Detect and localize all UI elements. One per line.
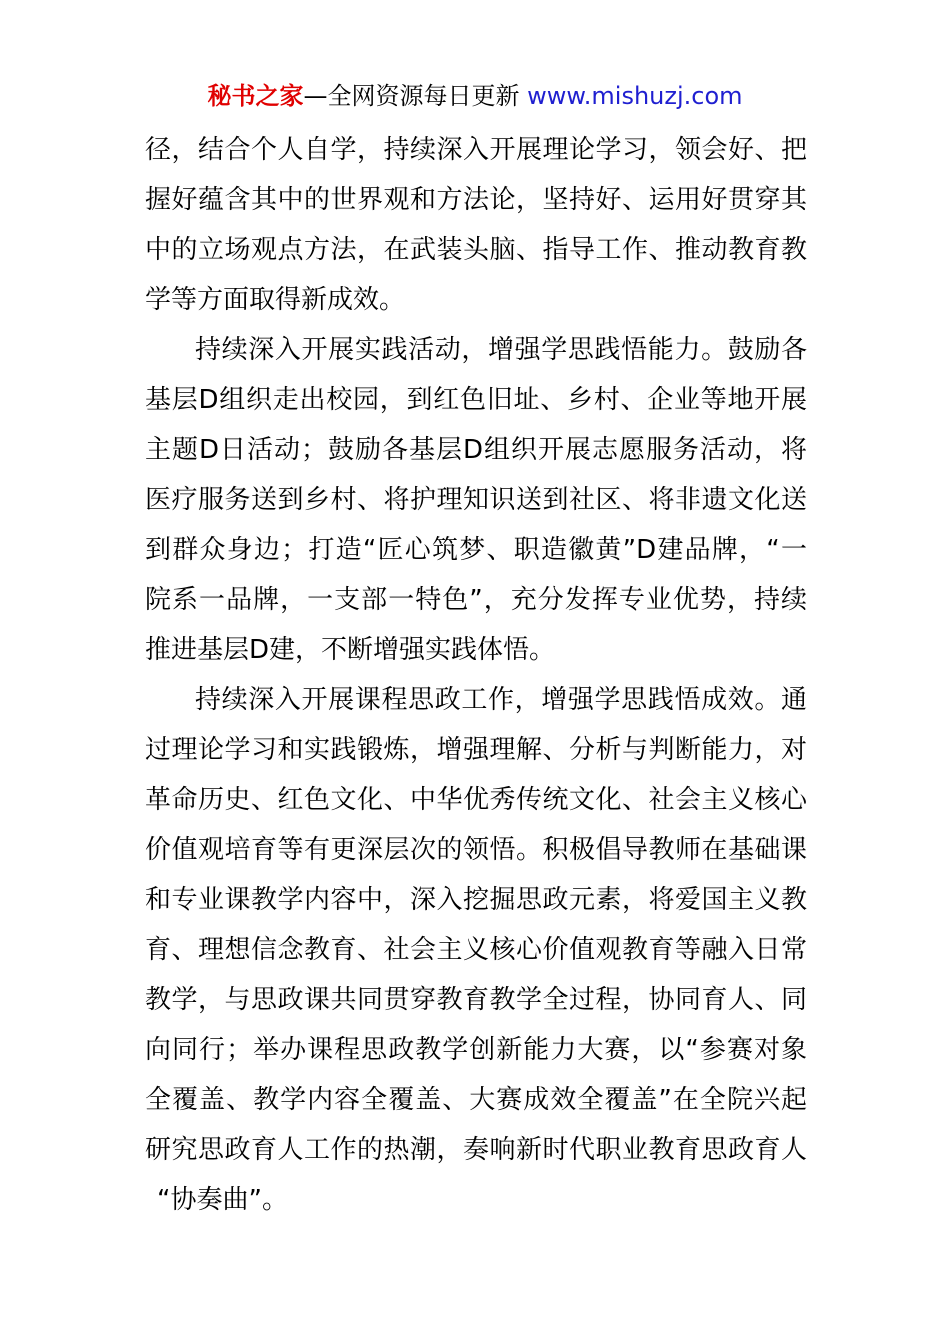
text-line: 中的立场观点方法，在武装头脑、指导工作、推动教育教	[145, 235, 807, 265]
paragraph-start-line: 持续深入开展课程思政工作，增强学思践悟成效。通	[195, 685, 807, 715]
text-line: 到群众身边；打造“匠心筑梦、职造徽黄”D建品牌，“一	[145, 535, 807, 565]
text-line: 径，结合个人自学，持续深入开展理论学习，领会好、把	[145, 135, 807, 165]
paragraph-start-line: 持续深入开展实践活动，增强学思践悟能力。鼓励各	[195, 335, 807, 365]
text-line: 向同行；举办课程思政教学创新能力大赛，以“参赛对象	[145, 1035, 807, 1065]
text-line: 推进基层D建，不断增强实践体悟。	[145, 635, 556, 665]
text-line: 价值观培育等有更深层次的领悟。积极倡导教师在基础课	[145, 835, 807, 865]
site-url[interactable]: www.mishuzj.com	[527, 82, 743, 110]
text-line: 学等方面取得新成效。	[145, 285, 406, 315]
text-line: 教学，与思政课共同贯穿教育教学全过程，协同育人、同	[145, 985, 807, 1015]
text-line: 医疗服务送到乡村、将护理知识送到社区、将非遗文化送	[145, 485, 807, 515]
text-line: 革命历史、红色文化、中华优秀传统文化、社会主义核心	[145, 785, 807, 815]
text-line: “协奏曲”。	[157, 1185, 288, 1215]
text-line: 全覆盖、教学内容全覆盖、大赛成效全覆盖”在全院兴起	[145, 1085, 807, 1115]
text-line: 院系一品牌，一支部一特色”，充分发挥专业优势，持续	[145, 585, 807, 615]
text-line: 基层D组织走出校园，到红色旧址、乡村、企业等地开展	[145, 385, 807, 415]
text-line: 育、理想信念教育、社会主义核心价值观教育等融入日常	[145, 935, 807, 965]
text-line: 主题D日活动；鼓励各基层D组织开展志愿服务活动，将	[145, 435, 807, 465]
brand-name: 秘书之家	[207, 82, 304, 110]
text-line: 握好蕴含其中的世界观和方法论，坚持好、运用好贯穿其	[145, 185, 807, 215]
text-line: 和专业课教学内容中，深入挖掘思政元素，将爱国主义教	[145, 885, 807, 915]
document-body	[145, 125, 807, 1225]
page-header	[0, 80, 950, 112]
text-line: 研究思政育人工作的热潮，奏响新时代职业教育思政育人	[145, 1135, 807, 1165]
text-line: 过理论学习和实践锻炼，增强理解、分析与判断能力，对	[145, 735, 807, 765]
header-tagline: —全网资源每日更新	[303, 82, 520, 110]
